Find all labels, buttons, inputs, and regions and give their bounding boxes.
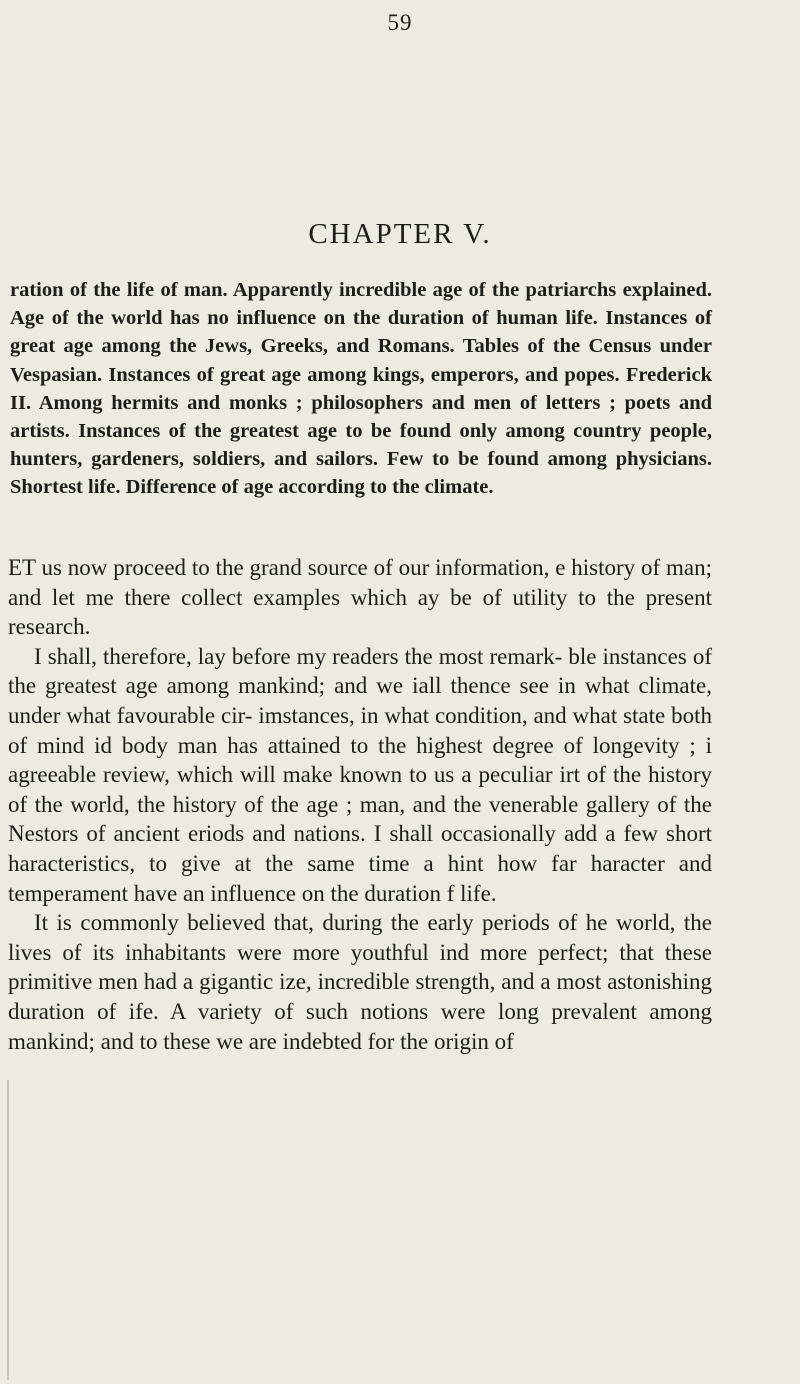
paragraph: ET us now proceed to the grand source of our information, e history of man; and let me there collect examples which ay be of utility to the present research. bbox=[8, 555, 712, 640]
page-number: 59 bbox=[387, 10, 413, 35]
chapter-summary: ration of the life of man. Apparently incredible age of the patriarchs explained. Age of the world has no influence on the duration of human life. Instances of great age among the Jews, Greeks, and Romans. Tables of the Census under Vespasian. Instances of great age among kings, emperors, and popes. Frederick II. Among hermits and monks ; philosophers and men of letters ; poets and artists. Instances of the greatest age to be found only among country people, hunters, gardeners, soldiers, and sailors. Few to be found among physicians. Shortest life. Difference of age according to the climate. bbox=[10, 279, 712, 499]
page-edge-shadow bbox=[7, 1080, 9, 1380]
paragraph: It is commonly believed that, during the early periods of he world, the lives of its inhabitants were more youthful ind more perfect; that these primitive men had a gigantic ize, incredible strength, and a most astonishing duration of ife. A variety of such notions were long prevalent among mankind; and to these we are indebted for the origin of bbox=[8, 910, 712, 1054]
chapter-title: CHAPTER V. bbox=[308, 218, 492, 250]
paragraph: I shall, therefore, lay before my readers the most remark- ble instances of the greatest age among mankind; and we iall thence see in what climate, under what favourable cir- imstances, in what condition, and what state both of mind id body man has attained to the highest degree of longevity ; i agreeable review, which will make known to us a peculiar irt of the history of the world, the history of the age ; man, and the venerable gallery of the Nestors of ancient eriods and nations. I shall occasionally add a few short haracteristics, to give at the same time a hint how far haracter and temperament have an influence on the duration f life. bbox=[8, 643, 712, 906]
body-text bbox=[8, 553, 712, 1056]
